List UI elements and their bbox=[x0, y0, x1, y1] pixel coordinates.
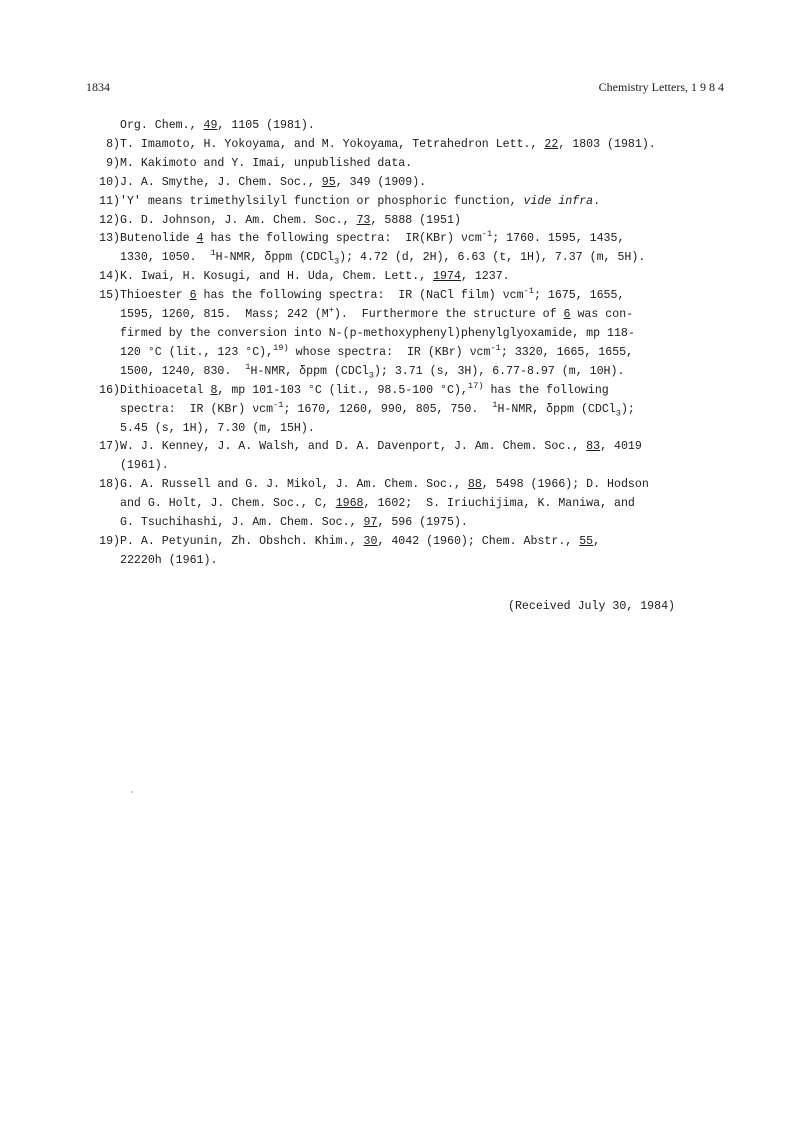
reference-item bbox=[80, 155, 720, 174]
text-segment: ). Furthermore the structure of bbox=[333, 308, 564, 322]
reference-item bbox=[80, 136, 720, 155]
underlined-number: 95 bbox=[321, 175, 336, 189]
reference-line bbox=[120, 117, 720, 136]
reference-number bbox=[80, 155, 120, 174]
reference-number bbox=[80, 533, 120, 571]
reference-text bbox=[120, 155, 720, 174]
text-segment: H-NMR, δppm (CDCl bbox=[215, 251, 334, 265]
superscript: -1 bbox=[481, 229, 493, 240]
text-segment: Thioester bbox=[120, 289, 190, 303]
reference-item bbox=[80, 212, 720, 231]
text-segment: G. A. Russell and G. J. Mikol, J. Am. Chem. Soc., bbox=[120, 478, 468, 492]
text-segment: , bbox=[593, 534, 601, 548]
text-segment: has the following spectra: IR (NaCl film) νcm bbox=[196, 289, 524, 303]
reference-line bbox=[120, 287, 720, 306]
underlined-number: 6 bbox=[189, 289, 197, 303]
underlined-number: 4 bbox=[196, 232, 204, 246]
underlined-number: 6 bbox=[563, 308, 571, 322]
underlined-number: 1968 bbox=[335, 497, 364, 511]
reference-number bbox=[80, 268, 120, 287]
reference-text bbox=[120, 193, 720, 212]
text-segment: was con- bbox=[570, 308, 634, 322]
text-segment: . bbox=[593, 194, 601, 208]
text-segment: H-NMR, δppm (CDCl bbox=[497, 402, 616, 416]
text-segment: 22220h (1961). bbox=[120, 553, 218, 567]
subscript: 3 bbox=[615, 407, 621, 418]
reference-item bbox=[80, 476, 720, 533]
reference-line bbox=[120, 136, 720, 155]
superscript: 1 bbox=[492, 399, 498, 410]
text-segment: 120 °C (lit., 123 °C), bbox=[120, 345, 274, 359]
reference-number-text: 19) bbox=[99, 534, 120, 548]
superscript: -1 bbox=[490, 343, 501, 354]
subscript: 3 bbox=[333, 256, 340, 267]
text-segment: ; 1675, 1655, bbox=[533, 289, 625, 303]
reference-text bbox=[120, 136, 720, 155]
reference-line bbox=[120, 438, 720, 457]
reference-text bbox=[120, 476, 720, 533]
page-number: 1834 bbox=[86, 80, 110, 94]
reference-text bbox=[120, 268, 720, 287]
reference-item bbox=[80, 533, 720, 571]
text-segment: M. Kakimoto and Y. Imai, unpublished data. bbox=[120, 156, 413, 170]
text-segment: Butenolide bbox=[120, 232, 197, 246]
reference-line bbox=[120, 363, 720, 382]
reference-line bbox=[120, 325, 720, 344]
reference-line bbox=[120, 230, 720, 249]
reference-number-text: 13) bbox=[99, 232, 120, 246]
page-header bbox=[86, 80, 724, 98]
text-segment: spectra: IR (KBr) νcm bbox=[120, 402, 274, 416]
text-segment: W. J. Kenney, J. A. Walsh, and D. A. Davenport, J. Am. Chem. Soc., bbox=[120, 440, 587, 454]
text-segment: ; 1760. 1595, 1435, bbox=[492, 232, 625, 246]
reference-line bbox=[120, 193, 720, 212]
reference-line bbox=[120, 212, 720, 231]
text-segment: 'Y' means trimethylsilyl function or phosphoric function, bbox=[120, 194, 524, 208]
reference-number bbox=[80, 438, 120, 476]
text-segment: , 596 (1975). bbox=[377, 516, 468, 530]
text-segment: 5.45 (s, 1H), 7.30 (m, 15H). bbox=[120, 421, 315, 435]
reference-number-text: 18) bbox=[99, 478, 120, 492]
reference-item bbox=[80, 230, 720, 268]
text-segment: Dithioacetal bbox=[120, 383, 211, 397]
underlined-number: 8 bbox=[210, 383, 218, 397]
underlined-number: 22 bbox=[544, 137, 559, 151]
reference-line bbox=[120, 420, 720, 439]
reference-text bbox=[120, 230, 720, 268]
text-segment: , 1237. bbox=[460, 270, 510, 284]
text-segment: 1595, 1260, 815. Mass; 242 (M bbox=[120, 308, 329, 322]
text-segment: , 1803 (1981). bbox=[558, 137, 656, 151]
reference-number-text: 11) bbox=[99, 194, 120, 208]
reference-text bbox=[120, 438, 720, 476]
subscript: 3 bbox=[368, 370, 374, 381]
reference-number-text: 17) bbox=[99, 440, 120, 454]
text-segment: J. A. Smythe, J. Chem. Soc., bbox=[120, 175, 322, 189]
text-segment: ; 3320, 1665, 1655, bbox=[500, 345, 634, 359]
reference-line bbox=[120, 249, 720, 268]
reference-number bbox=[80, 476, 120, 533]
reference-number-text: 16) bbox=[99, 383, 120, 397]
superscript: + bbox=[328, 305, 334, 316]
reference-number-text: 10) bbox=[99, 175, 120, 189]
text-segment: 1500, 1240, 830. bbox=[120, 364, 246, 378]
reference-item bbox=[80, 117, 720, 136]
underlined-number: 88 bbox=[467, 478, 482, 492]
reference-number bbox=[80, 193, 120, 212]
text-segment: P. A. Petyunin, Zh. Obshch. Khim., bbox=[120, 534, 364, 548]
reference-item bbox=[80, 174, 720, 193]
reference-line bbox=[120, 533, 720, 552]
reference-number bbox=[80, 212, 120, 231]
text-segment: G. D. Johnson, J. Am. Chem. Soc., bbox=[120, 213, 357, 227]
journal-title: Chemistry Letters, 1 9 8 4 bbox=[598, 80, 724, 94]
received-date: (Received July 30, 1984) bbox=[508, 600, 675, 613]
reference-line bbox=[120, 457, 720, 476]
reference-number-text: 8) bbox=[106, 137, 120, 151]
text-segment: , mp 101-103 °C (lit., 98.5-100 °C), bbox=[217, 383, 468, 397]
reference-item bbox=[80, 438, 720, 476]
reference-number-text: 9) bbox=[106, 156, 120, 170]
text-segment: H-NMR, δppm (CDCl bbox=[250, 364, 369, 378]
reference-line bbox=[120, 174, 720, 193]
text-segment: has the following bbox=[483, 383, 609, 397]
reference-number bbox=[80, 382, 120, 439]
reference-text bbox=[120, 287, 720, 382]
superscript: -1 bbox=[273, 399, 284, 410]
text-segment: K. Iwai, H. Kosugi, and H. Uda, Chem. Lett., bbox=[120, 270, 434, 284]
underlined-number: 73 bbox=[356, 213, 371, 227]
underlined-number: 97 bbox=[363, 516, 378, 530]
text-segment: T. Imamoto, H. Yokoyama, and M. Yokoyama, Tetrahedron Lett., bbox=[120, 137, 545, 151]
reference-text bbox=[120, 117, 720, 136]
text-segment: has the following spectra: IR(KBr) νcm bbox=[203, 232, 482, 246]
reference-text bbox=[120, 382, 720, 439]
underlined-number: 1974 bbox=[433, 270, 461, 284]
text-segment: whose spectra: IR (KBr) νcm bbox=[288, 345, 491, 359]
superscript: 1 bbox=[210, 248, 216, 259]
reference-number-text: 14) bbox=[99, 270, 120, 284]
text-segment: G. Tsuchihashi, J. Am. Chem. Soc., bbox=[120, 516, 364, 530]
text-segment: , 349 (1909). bbox=[335, 175, 427, 189]
superscript: 17) bbox=[467, 380, 484, 391]
text-segment: ; 1670, 1260, 990, 805, 750. bbox=[283, 402, 493, 416]
reference-line bbox=[120, 382, 720, 401]
reference-text bbox=[120, 212, 720, 231]
text-segment: , 4019 bbox=[600, 440, 642, 454]
reference-number bbox=[80, 117, 120, 136]
reference-line bbox=[120, 306, 720, 325]
superscript: 1 bbox=[245, 361, 251, 372]
reference-line bbox=[120, 344, 720, 363]
reference-list bbox=[80, 117, 720, 571]
text-segment: vide infra bbox=[523, 194, 594, 208]
reference-line bbox=[120, 155, 720, 174]
reference-item bbox=[80, 193, 720, 212]
text-segment: ); bbox=[620, 402, 635, 416]
scan-speck bbox=[131, 791, 133, 793]
reference-item bbox=[80, 287, 720, 382]
reference-line bbox=[120, 552, 720, 571]
text-segment: , 1602; S. Iriuchijima, K. Maniwa, and bbox=[363, 497, 635, 511]
reference-number bbox=[80, 174, 120, 193]
text-segment: and G. Holt, J. Chem. Soc., C, bbox=[120, 497, 336, 511]
text-segment: , 4042 (1960); Chem. Abstr., bbox=[377, 534, 580, 548]
text-segment: firmed by the conversion into N-(p-methoxyphenyl)phenylglyoxamide, mp 118- bbox=[120, 326, 635, 340]
underlined-number: 30 bbox=[363, 534, 378, 548]
reference-number-text: 15) bbox=[99, 289, 120, 303]
underlined-number: 55 bbox=[579, 534, 594, 548]
text-segment: 1330, 1050. bbox=[120, 251, 211, 265]
text-segment: ); 4.72 (d, 2H), 6.63 (t, 1H), 7.37 (m, 5H). bbox=[339, 251, 646, 265]
underlined-number: 83 bbox=[586, 440, 601, 454]
text-segment: , 5888 (1951) bbox=[370, 213, 461, 227]
text-segment: ); 3.71 (s, 3H), 6.77-8.97 (m, 10H). bbox=[373, 364, 625, 378]
reference-line bbox=[120, 268, 720, 287]
reference-number bbox=[80, 287, 120, 382]
reference-item bbox=[80, 382, 720, 439]
reference-number bbox=[80, 230, 120, 268]
text-segment: , 1105 (1981). bbox=[217, 119, 315, 132]
reference-line bbox=[120, 476, 720, 495]
reference-text bbox=[120, 533, 720, 571]
superscript: -1 bbox=[523, 286, 534, 297]
reference-number bbox=[80, 136, 120, 155]
text-segment: Org. Chem., bbox=[120, 119, 204, 132]
reference-line bbox=[120, 401, 720, 420]
reference-line bbox=[120, 514, 720, 533]
reference-text bbox=[120, 174, 720, 193]
underlined-number: 49 bbox=[203, 119, 218, 132]
reference-item bbox=[80, 268, 720, 287]
reference-number-text: 12) bbox=[99, 213, 120, 227]
text-segment: (1961). bbox=[120, 459, 169, 473]
superscript: 19) bbox=[273, 343, 289, 354]
reference-line bbox=[120, 495, 720, 514]
text-segment: , 5498 (1966); D. Hodson bbox=[481, 478, 649, 492]
